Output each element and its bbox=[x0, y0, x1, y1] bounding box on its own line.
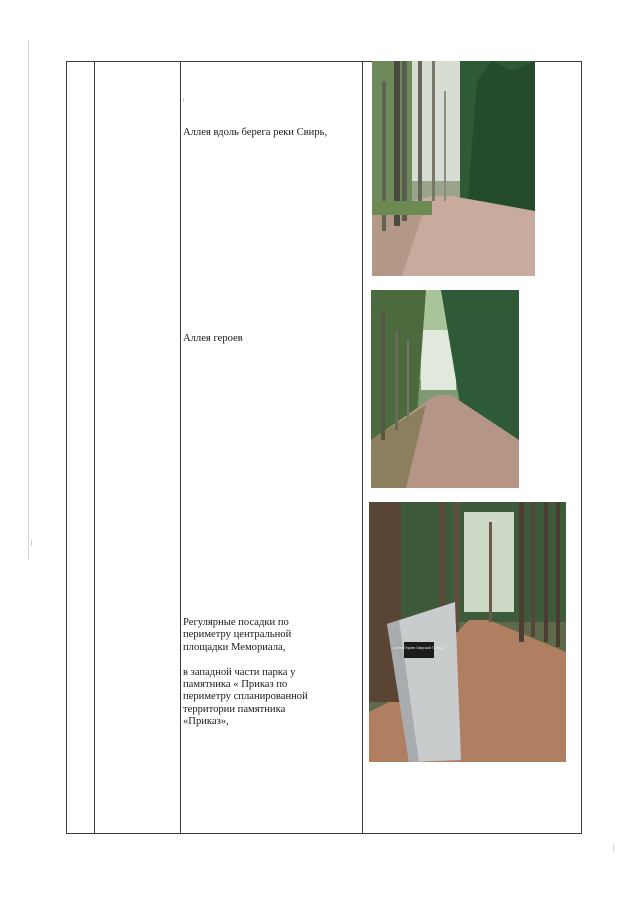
row-description: Аллея героев bbox=[183, 333, 243, 344]
column-divider-2 bbox=[180, 61, 181, 834]
table-left-border bbox=[66, 61, 67, 834]
column-divider-3 bbox=[362, 61, 363, 834]
alley-photo-svir-riverbank bbox=[372, 61, 535, 276]
scan-speck bbox=[183, 98, 184, 102]
table-bottom-border bbox=[66, 833, 582, 834]
sign-text: Аллея Героев Свирской Победы bbox=[393, 646, 445, 650]
alley-photo-memorial-perimeter bbox=[369, 502, 566, 762]
scan-speck bbox=[613, 845, 614, 851]
row-description: Аллея вдоль берега реки Свирь, bbox=[183, 127, 328, 138]
table-right-border bbox=[581, 61, 582, 834]
row-description: Регулярные посадки по периметру центральной площадки Мемориала, в западной части парка у памятника « Приказ по периметру спланированной территории памятника «Приказ», bbox=[183, 617, 308, 728]
alley-photo-heroes bbox=[371, 290, 519, 488]
column-divider-1 bbox=[94, 61, 95, 834]
scan-speck bbox=[31, 540, 32, 546]
scan-margin-line bbox=[28, 40, 29, 560]
